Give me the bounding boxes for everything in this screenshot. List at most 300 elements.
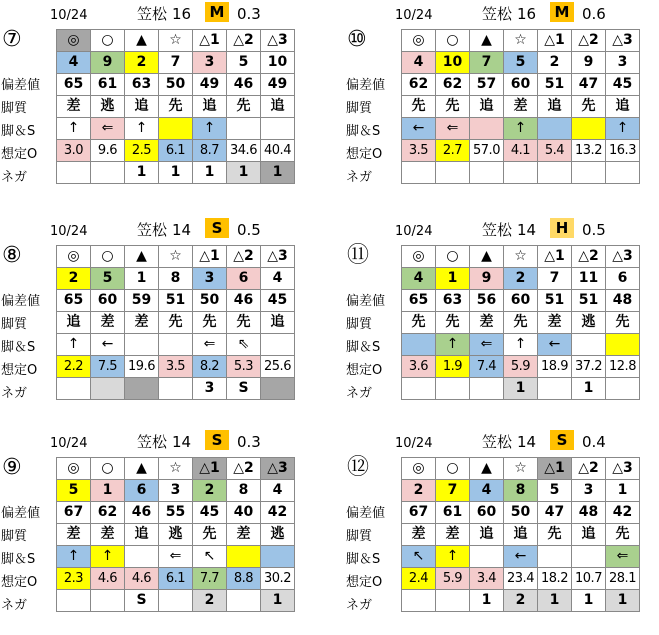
race-value: 0.5 xyxy=(582,221,606,239)
grid-row xyxy=(402,52,640,74)
leg-speed-cell xyxy=(159,118,193,140)
grid-row xyxy=(57,140,295,162)
deviation-cell: 47 xyxy=(572,74,606,96)
horse-number-cell: 4 xyxy=(402,52,436,74)
horse-number-cell: 5 xyxy=(538,480,572,502)
deviation-cell: 49 xyxy=(261,74,295,96)
row-label: 偏差値 xyxy=(346,506,386,521)
leg-speed-cell: ↑ xyxy=(504,334,538,356)
expected-odds-cell: 9.6 xyxy=(91,140,125,162)
deviation-cell: 42 xyxy=(606,502,640,524)
deviation-cell: 67 xyxy=(57,502,91,524)
horse-number-cell: 2 xyxy=(193,480,227,502)
mark-cell: ○ xyxy=(436,246,470,268)
grid-row xyxy=(57,74,295,96)
row-label: ネガ xyxy=(1,598,28,613)
venue-name: 笠松 xyxy=(482,433,513,451)
race-grade-badge: H xyxy=(550,218,574,238)
grid-row xyxy=(57,162,295,184)
deviation-cell: 55 xyxy=(159,502,193,524)
race-date: 10/24 xyxy=(395,224,433,239)
grid-row xyxy=(57,268,295,290)
race-grid xyxy=(56,457,295,612)
mark-cell: △2 xyxy=(572,458,606,480)
mark-cell: △3 xyxy=(261,458,295,480)
running-style-cell: 差 xyxy=(57,96,91,118)
expected-odds-cell: 6.1 xyxy=(159,140,193,162)
running-style-cell: 差 xyxy=(91,312,125,334)
running-style-cell: 差 xyxy=(504,96,538,118)
mark-cell: △2 xyxy=(572,30,606,52)
running-style-cell: 追 xyxy=(572,524,606,546)
negative-cell: 1 xyxy=(572,590,606,612)
race-number: ⑪ xyxy=(347,243,370,268)
deviation-cell: 48 xyxy=(572,502,606,524)
horse-number-cell: 9 xyxy=(470,268,504,290)
expected-odds-cell: 2.3 xyxy=(57,568,91,590)
horse-number-cell: 7 xyxy=(470,52,504,74)
race-grid xyxy=(401,457,640,612)
expected-odds-cell: 2.7 xyxy=(436,140,470,162)
race-date: 10/24 xyxy=(395,436,433,451)
grid-row xyxy=(402,334,640,356)
running-style-cell: 差 xyxy=(91,524,125,546)
row-label: ネガ xyxy=(1,386,28,401)
expected-odds-cell: 5.9 xyxy=(504,356,538,378)
leg-speed-cell xyxy=(538,118,572,140)
grid-row xyxy=(57,290,295,312)
row-label: 脚質 xyxy=(1,317,28,332)
mark-cell: ▲ xyxy=(470,246,504,268)
runner-count: 14 xyxy=(172,221,192,239)
horse-number-cell: 7 xyxy=(159,52,193,74)
deviation-cell: 50 xyxy=(504,502,538,524)
grid-row xyxy=(57,480,295,502)
race-grade-badge: S xyxy=(550,430,574,450)
negative-cell xyxy=(538,378,572,400)
running-style-cell: 追 xyxy=(470,96,504,118)
deviation-cell: 42 xyxy=(261,502,295,524)
running-style-cell: 追 xyxy=(470,524,504,546)
row-label: 脚＆S xyxy=(346,552,381,567)
race-date: 10/24 xyxy=(50,224,88,239)
leg-speed-cell xyxy=(572,118,606,140)
horse-number-cell: 6 xyxy=(606,268,640,290)
negative-cell: 1 xyxy=(606,590,640,612)
leg-speed-cell xyxy=(159,334,193,356)
mark-cell: ☆ xyxy=(159,30,193,52)
race-date: 10/24 xyxy=(50,436,88,451)
race-value: 0.5 xyxy=(237,221,261,239)
negative-cell xyxy=(436,378,470,400)
running-style-cell: 追 xyxy=(125,96,159,118)
expected-odds-cell: 40.4 xyxy=(261,140,295,162)
deviation-cell: 49 xyxy=(193,74,227,96)
horse-number-cell: 4 xyxy=(402,268,436,290)
expected-odds-cell: 3.0 xyxy=(57,140,91,162)
grid-row xyxy=(402,312,640,334)
race-grade-badge: M xyxy=(205,2,229,22)
leg-speed-cell: ↑ xyxy=(436,546,470,568)
expected-odds-cell: 5.4 xyxy=(538,140,572,162)
leg-speed-cell xyxy=(261,334,295,356)
running-style-cell: 先 xyxy=(504,312,538,334)
negative-cell: 3 xyxy=(193,378,227,400)
negative-cell xyxy=(470,378,504,400)
grid-row xyxy=(402,378,640,400)
horse-number-cell: 5 xyxy=(91,268,125,290)
negative-cell: 1 xyxy=(227,162,261,184)
negative-cell: 1 xyxy=(470,590,504,612)
row-label: ネガ xyxy=(346,386,373,401)
race-grid xyxy=(56,29,295,184)
leg-speed-cell xyxy=(538,546,572,568)
row-label: 脚質 xyxy=(1,529,28,544)
mark-cell: ○ xyxy=(91,246,125,268)
row-label: 偏差値 xyxy=(346,294,386,309)
leg-speed-cell xyxy=(470,546,504,568)
race-grade-badge: M xyxy=(550,2,574,22)
mark-cell: △2 xyxy=(227,246,261,268)
mark-cell: ☆ xyxy=(504,30,538,52)
grid-row xyxy=(402,546,640,568)
row-label: 脚＆S xyxy=(1,124,36,139)
venue-name: 笠松 xyxy=(137,433,168,451)
expected-odds-cell: 37.2 xyxy=(572,356,606,378)
grid-row xyxy=(57,502,295,524)
negative-cell xyxy=(91,162,125,184)
running-style-cell: 追 xyxy=(57,312,91,334)
negative-cell xyxy=(606,162,640,184)
row-label: 脚＆S xyxy=(346,124,381,139)
mark-cell: ◎ xyxy=(402,30,436,52)
horse-number-cell: 3 xyxy=(572,480,606,502)
expected-odds-cell: 2.4 xyxy=(402,568,436,590)
running-style-cell: 逃 xyxy=(159,524,193,546)
deviation-cell: 65 xyxy=(57,290,91,312)
negative-cell: S xyxy=(227,378,261,400)
row-label: 脚質 xyxy=(1,101,28,116)
running-style-cell: 先 xyxy=(159,96,193,118)
expected-odds-cell: 23.4 xyxy=(504,568,538,590)
horse-number-cell: 4 xyxy=(57,52,91,74)
grid-row xyxy=(402,480,640,502)
running-style-cell: 先 xyxy=(606,524,640,546)
deviation-cell: 65 xyxy=(57,74,91,96)
leg-speed-cell: ↑ xyxy=(436,334,470,356)
leg-speed-cell: ↑ xyxy=(57,334,91,356)
horse-number-cell: 7 xyxy=(436,480,470,502)
race-panel xyxy=(0,2,320,207)
horse-number-cell: 3 xyxy=(159,480,193,502)
horse-number-cell: 6 xyxy=(227,268,261,290)
running-style-cell: 追 xyxy=(125,524,159,546)
negative-cell xyxy=(436,590,470,612)
running-style-cell: 追 xyxy=(261,312,295,334)
expected-odds-cell: 3.5 xyxy=(402,140,436,162)
race-header xyxy=(345,218,659,240)
row-label: 想定O xyxy=(1,147,38,162)
running-style-cell: 差 xyxy=(227,524,261,546)
horse-number-cell: 5 xyxy=(227,52,261,74)
deviation-cell: 45 xyxy=(261,290,295,312)
race-header xyxy=(0,218,320,240)
mark-cell: ☆ xyxy=(159,246,193,268)
expected-odds-cell: 8.8 xyxy=(227,568,261,590)
race-grid xyxy=(401,245,640,400)
expected-odds-cell: 5.9 xyxy=(436,568,470,590)
race-value: 0.4 xyxy=(582,433,606,451)
race-panel xyxy=(0,218,320,423)
mark-cell: △1 xyxy=(538,458,572,480)
deviation-cell: 60 xyxy=(504,290,538,312)
row-label: 想定O xyxy=(346,147,383,162)
row-label: 脚質 xyxy=(346,317,373,332)
mark-cell: ◎ xyxy=(57,30,91,52)
race-number: ⑩ xyxy=(347,27,367,52)
row-label: ネガ xyxy=(346,170,373,185)
race-grid xyxy=(56,245,295,400)
row-label: 偏差値 xyxy=(1,294,41,309)
mark-cell: △2 xyxy=(227,30,261,52)
race-header xyxy=(0,430,320,452)
row-label: ネガ xyxy=(346,598,373,613)
negative-cell xyxy=(159,590,193,612)
grid-row xyxy=(402,246,640,268)
negative-cell xyxy=(57,590,91,612)
negative-cell xyxy=(606,378,640,400)
running-style-cell: 先 xyxy=(193,524,227,546)
row-label: 想定O xyxy=(1,575,38,590)
mark-cell: △1 xyxy=(193,246,227,268)
row-label: 脚質 xyxy=(346,101,373,116)
grid-row xyxy=(57,378,295,400)
deviation-cell: 46 xyxy=(227,290,261,312)
expected-odds-cell: 4.1 xyxy=(504,140,538,162)
horse-number-cell: 3 xyxy=(193,268,227,290)
running-style-cell: 差 xyxy=(125,312,159,334)
leg-speed-cell: ⇐ xyxy=(193,334,227,356)
grid-row xyxy=(402,30,640,52)
deviation-cell: 67 xyxy=(402,502,436,524)
negative-cell xyxy=(402,590,436,612)
negative-cell: S xyxy=(125,590,159,612)
leg-speed-cell xyxy=(402,334,436,356)
running-style-cell: 先 xyxy=(572,96,606,118)
expected-odds-cell: 8.7 xyxy=(193,140,227,162)
mark-cell: △3 xyxy=(606,246,640,268)
grid-row xyxy=(57,334,295,356)
mark-cell: ☆ xyxy=(504,458,538,480)
horse-number-cell: 4 xyxy=(261,268,295,290)
row-label: 脚＆S xyxy=(1,552,36,567)
horse-number-cell: 1 xyxy=(91,480,125,502)
mark-cell: △1 xyxy=(538,246,572,268)
grid-row xyxy=(57,52,295,74)
venue-name: 笠松 xyxy=(137,221,168,239)
horse-number-cell: 4 xyxy=(261,480,295,502)
row-label: 想定O xyxy=(346,575,383,590)
venue-name: 笠松 xyxy=(482,221,513,239)
race-date: 10/24 xyxy=(395,8,433,23)
deviation-cell: 60 xyxy=(470,502,504,524)
deviation-cell: 40 xyxy=(227,502,261,524)
deviation-cell: 51 xyxy=(159,290,193,312)
row-label: ネガ xyxy=(1,170,28,185)
leg-speed-cell xyxy=(470,118,504,140)
horse-number-cell: 11 xyxy=(572,268,606,290)
runner-count: 16 xyxy=(172,5,192,23)
venue-name: 笠松 xyxy=(482,5,513,23)
running-style-cell: 差 xyxy=(538,312,572,334)
leg-speed-cell: ↑ xyxy=(606,118,640,140)
row-label: 想定O xyxy=(346,363,383,378)
deviation-cell: 65 xyxy=(402,290,436,312)
negative-cell: 1 xyxy=(159,162,193,184)
expected-odds-cell: 34.6 xyxy=(227,140,261,162)
horse-number-cell: 2 xyxy=(125,52,159,74)
leg-speed-cell: ↑ xyxy=(57,546,91,568)
expected-odds-cell: 18.9 xyxy=(538,356,572,378)
leg-speed-cell: ↖ xyxy=(402,546,436,568)
runner-count: 14 xyxy=(517,221,537,239)
deviation-cell: 63 xyxy=(436,290,470,312)
running-style-cell: 先 xyxy=(159,312,193,334)
leg-speed-cell: ↑ xyxy=(125,118,159,140)
mark-cell: ○ xyxy=(91,30,125,52)
leg-speed-cell xyxy=(125,546,159,568)
running-style-cell: 逃 xyxy=(261,524,295,546)
negative-cell: 1 xyxy=(125,162,159,184)
grid-row xyxy=(402,162,640,184)
negative-cell xyxy=(572,162,606,184)
grid-row xyxy=(402,356,640,378)
running-style-cell: 先 xyxy=(436,96,470,118)
negative-cell xyxy=(57,162,91,184)
mark-cell: ▲ xyxy=(125,458,159,480)
negative-cell xyxy=(402,162,436,184)
deviation-cell: 50 xyxy=(159,74,193,96)
grid-row xyxy=(57,96,295,118)
leg-speed-cell: ⇖ xyxy=(227,334,261,356)
leg-speed-cell xyxy=(261,546,295,568)
deviation-cell: 61 xyxy=(91,74,125,96)
mark-cell: △3 xyxy=(261,30,295,52)
race-panel xyxy=(0,430,320,635)
grid-row xyxy=(402,524,640,546)
expected-odds-cell: 3.6 xyxy=(402,356,436,378)
horse-number-cell: 10 xyxy=(261,52,295,74)
leg-speed-cell: ↖ xyxy=(193,546,227,568)
race-value: 0.3 xyxy=(237,5,261,23)
row-label: 想定O xyxy=(1,363,38,378)
grid-row xyxy=(402,502,640,524)
leg-speed-cell xyxy=(261,118,295,140)
grid-row xyxy=(402,96,640,118)
leg-speed-cell xyxy=(572,546,606,568)
negative-cell xyxy=(538,162,572,184)
mark-cell: ▲ xyxy=(470,458,504,480)
running-style-cell: 追 xyxy=(261,96,295,118)
leg-speed-cell: ⇐ xyxy=(436,118,470,140)
negative-cell: 1 xyxy=(261,590,295,612)
mark-cell: ○ xyxy=(436,458,470,480)
deviation-cell: 63 xyxy=(125,74,159,96)
expected-odds-cell: 28.1 xyxy=(606,568,640,590)
deviation-cell: 50 xyxy=(193,290,227,312)
expected-odds-cell: 2.5 xyxy=(125,140,159,162)
mark-cell: ☆ xyxy=(504,246,538,268)
expected-odds-cell: 4.6 xyxy=(125,568,159,590)
deviation-cell: 56 xyxy=(470,290,504,312)
grid-row xyxy=(57,246,295,268)
deviation-cell: 51 xyxy=(572,290,606,312)
horse-number-cell: 8 xyxy=(227,480,261,502)
grid-row xyxy=(57,524,295,546)
running-style-cell: 先 xyxy=(193,312,227,334)
horse-number-cell: 1 xyxy=(606,480,640,502)
row-label: 偏差値 xyxy=(346,78,386,93)
horse-number-cell: 5 xyxy=(57,480,91,502)
grid-row xyxy=(402,118,640,140)
expected-odds-cell: 25.6 xyxy=(261,356,295,378)
running-style-cell: 差 xyxy=(57,524,91,546)
horse-number-cell: 4 xyxy=(470,480,504,502)
leg-speed-cell xyxy=(572,334,606,356)
horse-number-cell: 2 xyxy=(504,268,538,290)
horse-number-cell: 8 xyxy=(159,268,193,290)
running-style-cell: 先 xyxy=(538,524,572,546)
mark-cell: ▲ xyxy=(125,246,159,268)
race-panel xyxy=(345,218,659,423)
deviation-cell: 61 xyxy=(436,502,470,524)
running-style-cell: 差 xyxy=(402,524,436,546)
race-grade-badge: S xyxy=(205,218,229,238)
negative-cell xyxy=(436,162,470,184)
expected-odds-cell: 7.4 xyxy=(470,356,504,378)
race-number: ⑦ xyxy=(2,27,22,52)
race-header xyxy=(345,430,659,452)
deviation-cell: 62 xyxy=(402,74,436,96)
negative-cell xyxy=(91,378,125,400)
leg-speed-cell: ← xyxy=(504,546,538,568)
leg-speed-cell xyxy=(227,546,261,568)
horse-number-cell: 2 xyxy=(57,268,91,290)
mark-cell: △1 xyxy=(538,30,572,52)
running-style-cell: 追 xyxy=(193,96,227,118)
grid-row xyxy=(57,568,295,590)
mark-cell: ○ xyxy=(91,458,125,480)
row-label: 偏差値 xyxy=(1,506,41,521)
expected-odds-cell: 18.2 xyxy=(538,568,572,590)
race-panel xyxy=(345,430,659,635)
running-style-cell: 差 xyxy=(436,524,470,546)
deviation-cell: 60 xyxy=(91,290,125,312)
race-number: ⑫ xyxy=(347,455,370,480)
mark-cell: △3 xyxy=(606,30,640,52)
running-style-cell: 逃 xyxy=(572,312,606,334)
grid-row xyxy=(57,590,295,612)
running-style-cell: 追 xyxy=(606,96,640,118)
mark-cell: ◎ xyxy=(57,458,91,480)
leg-speed-cell xyxy=(125,334,159,356)
running-style-cell: 先 xyxy=(402,312,436,334)
mark-cell: ◎ xyxy=(402,458,436,480)
expected-odds-cell: 12.8 xyxy=(606,356,640,378)
negative-cell: 2 xyxy=(193,590,227,612)
deviation-cell: 60 xyxy=(504,74,538,96)
negative-cell: 1 xyxy=(572,378,606,400)
